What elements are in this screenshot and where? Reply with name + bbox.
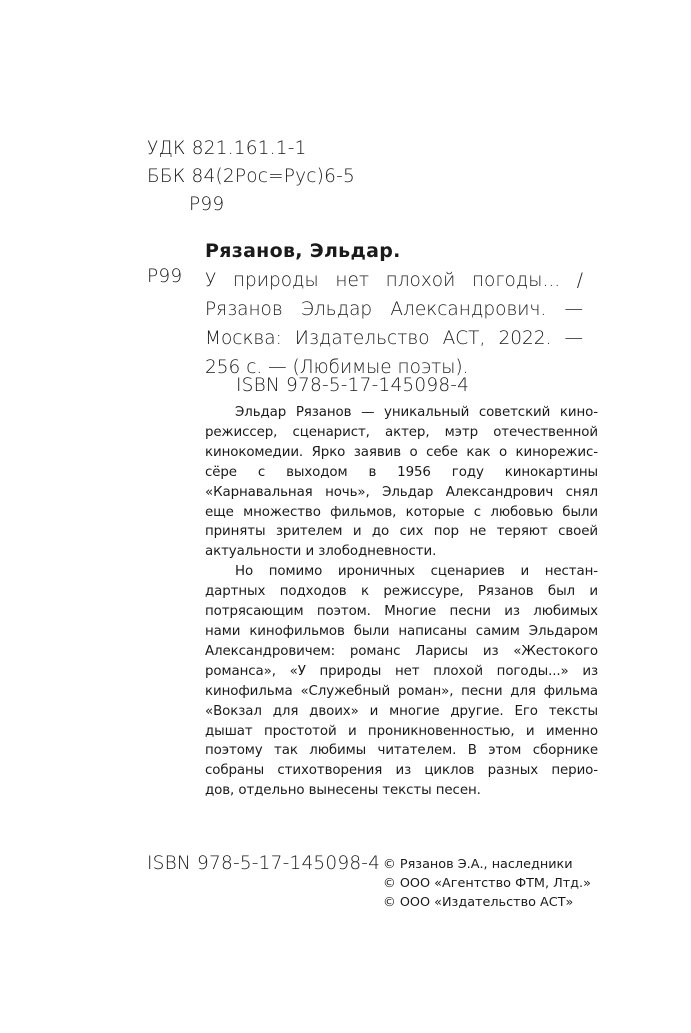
bib-line: Рязанов Эльдар Александрович. —: [205, 299, 583, 320]
annotation: [205, 403, 598, 801]
copyright-line: © Рязанов Э.А., наследники: [383, 857, 573, 872]
copyright-line: © ООО «Агентство ФТМ, Лтд.»: [383, 876, 591, 892]
copyright-block: [383, 855, 591, 913]
annotation-line: Эльдар Рязанов — уникальный советский кино-: [235, 405, 598, 420]
annotation-line: приняты зрителем и до сих пор не теряют своей: [205, 524, 598, 540]
udk-index: УДК 821.161.1-1: [147, 138, 307, 159]
annotation-line: дартных подходов к режиссуре, Рязанов был и: [205, 584, 598, 600]
annotation-line: Александровичем: романс Ларисы из «Жестокого: [205, 643, 598, 659]
annotation-line: «Карнавальная ночь», Эльдар Александрович снял: [205, 484, 598, 500]
annotation-line: Но помимо ироничных сценариев и нестан-: [235, 564, 598, 580]
bib-line: У природы нет плохой погоды... /: [205, 270, 583, 291]
annotation-line: сёре с выходом в 1956 году кинокартины: [205, 464, 598, 480]
annotation-line: романса», «У природы нет плохой погоды...» из: [205, 663, 598, 679]
annotation-line: кинофильма «Служебный роман», песни для фильма: [205, 683, 598, 699]
annotation-line: нами кинофильмов были написаны самим Эльдаром: [205, 623, 598, 639]
author-code: Р99: [189, 194, 225, 215]
isbn-line: ISBN 978-5-17-145098-4: [236, 375, 470, 396]
bbk-index: ББК 84(2Рос=Рус)6-5: [147, 166, 355, 187]
bibliographic-description: [205, 266, 583, 382]
annotation-line: еще множество фильмов, которые с любовью были: [205, 504, 598, 520]
copyright-line: © ООО «Издательство АСТ»: [383, 895, 574, 911]
annotation-line: дышат простотой и проникновенностью, и именно: [205, 723, 598, 739]
bib-author-code: Р99: [147, 266, 183, 287]
annotation-line: актуальности и злободневности.: [205, 544, 437, 560]
bib-line: 256 с. — (Любимые поэты).: [205, 357, 469, 378]
footer-isbn: ISBN 978-5-17-145098-4: [147, 853, 381, 874]
annotation-line: «Вокзал для двоих» и многие другие. Его тексты: [205, 703, 598, 719]
annotation-line: собраны стихотворения из циклов разных перио-: [205, 763, 598, 779]
annotation-line: кинокомедии. Ярко заявив о себе как о кинорежис-: [205, 444, 598, 460]
bib-line: Москва: Издательство АСТ, 2022. —: [205, 328, 583, 349]
annotation-line: режиссер, сценарист, актер, мэтр отечественной: [205, 424, 598, 440]
annotation-line: дов, отдельно вынесены тексты песен.: [205, 783, 481, 799]
annotation-line: потрясающим поэтом. Многие песни из любимых: [205, 604, 598, 620]
annotation-line: поэтому так любимы читателем. В этом сборнике: [205, 743, 598, 759]
author-heading: Рязанов, Эльдар.: [205, 240, 401, 262]
